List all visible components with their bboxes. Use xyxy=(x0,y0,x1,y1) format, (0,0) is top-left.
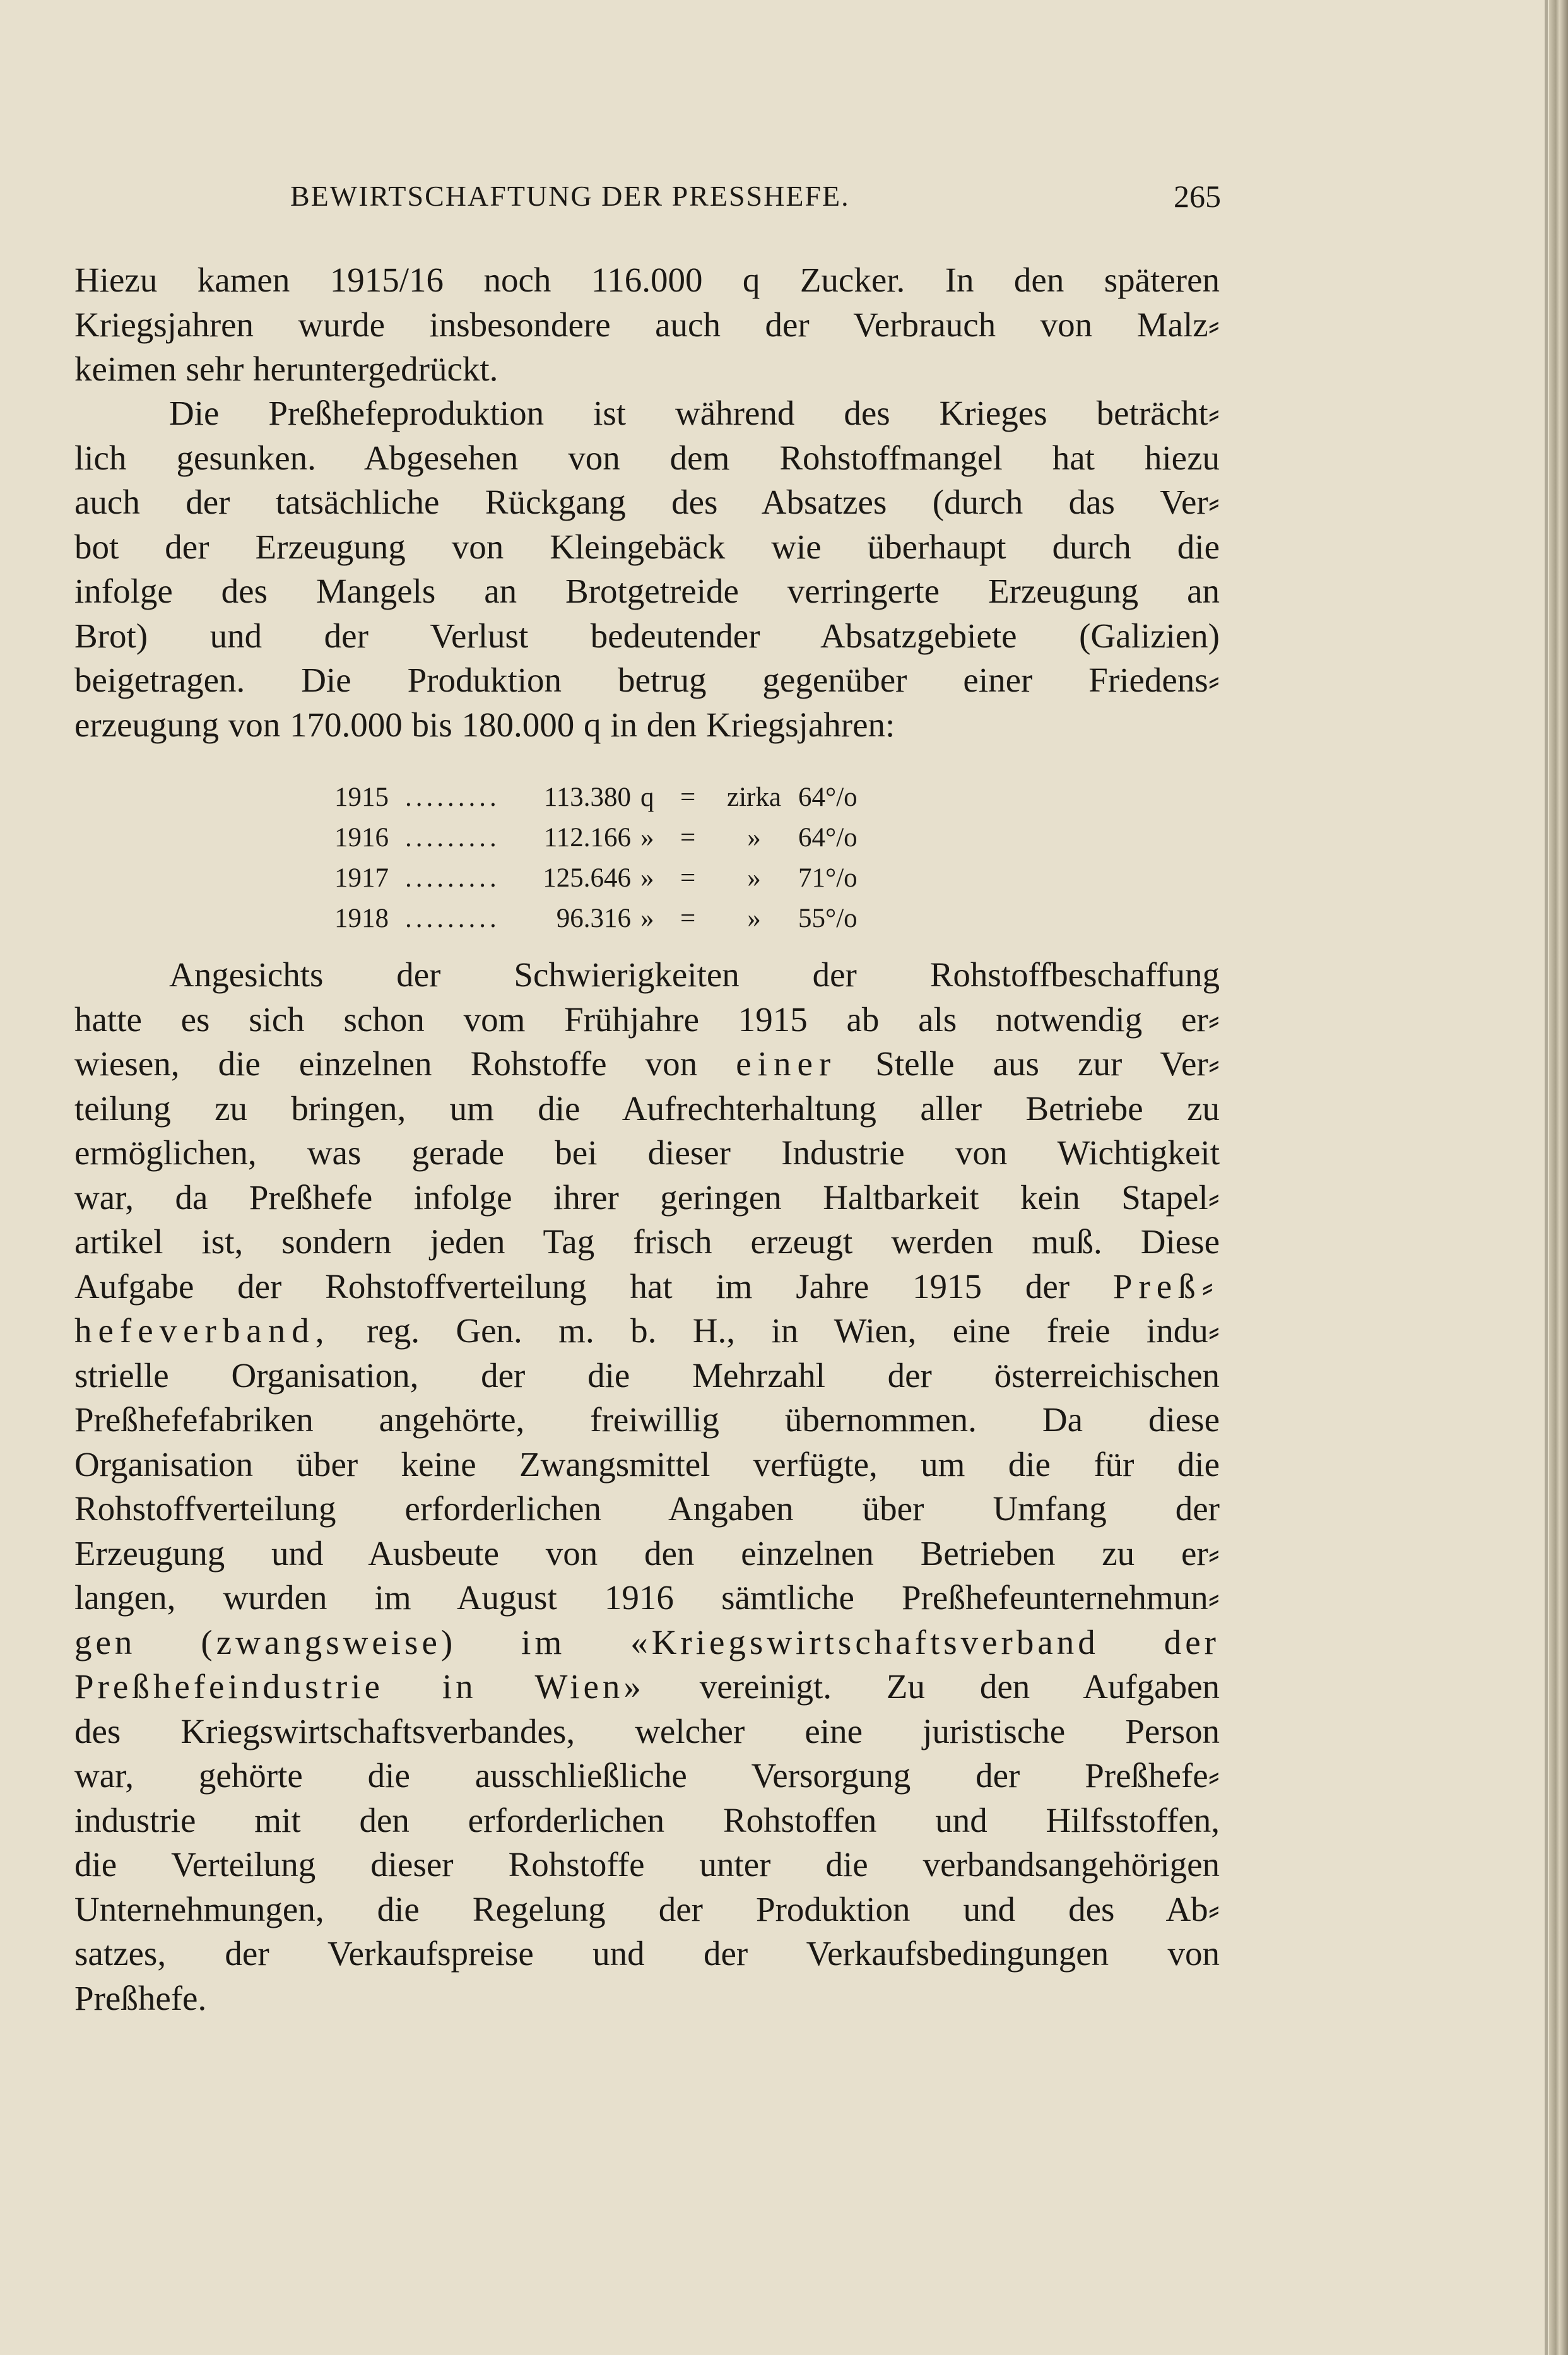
text-line: Erzeugung und Ausbeute von den einzelnen Betrieben zu er⸗ xyxy=(74,1533,1220,1573)
table-year: 1915 xyxy=(334,782,389,812)
table-unit: » xyxy=(640,904,654,933)
text-line: artikel ist, sondern jeden Tag frisch erzeugt werden muß. Diese xyxy=(74,1222,1220,1261)
book-edge xyxy=(1549,0,1568,2355)
text-line: keimen sehr heruntergedrückt. xyxy=(74,350,498,388)
text-line: strielle Organisation, der die Mehrzahl der österreichischen xyxy=(74,1355,1220,1395)
page-gutter-shadow xyxy=(1545,0,1548,2355)
equals-sign: = xyxy=(680,904,696,933)
paragraph-2 xyxy=(74,391,1220,747)
emphasis-text: einer xyxy=(736,1044,837,1083)
text-line: Rohstoffverteilung erforderlichen Angaben über Umfang der xyxy=(74,1489,1220,1528)
text-line: satzes, der Verkaufspreise und der Verkaufsbedingungen von xyxy=(74,1934,1220,1973)
text-line: langen, wurden im August 1916 sämtliche Preßhefeunternehmun⸗ xyxy=(74,1578,1220,1617)
leader-dots: ......... xyxy=(405,823,500,853)
text-line: Die Preßhefeproduktion ist während des Krieges beträcht⸗ xyxy=(169,394,1220,432)
table-year: 1918 xyxy=(334,904,389,933)
text-line: auch der tatsächliche Rückgang des Absatzes (durch das Ver⸗ xyxy=(74,483,1220,521)
equals-sign: = xyxy=(680,823,696,853)
table-row xyxy=(334,899,965,939)
text-line: bot der Erzeugung von Kleingebäck wie überhaupt durch die xyxy=(74,527,1220,566)
table-percent: 64°/o xyxy=(798,782,858,812)
text-line: war, gehörte die ausschließliche Versorgung der Preßhefe⸗ xyxy=(74,1756,1220,1795)
text-line: lich gesunken. Abgesehen von dem Rohstoffmangel hat hiezu xyxy=(74,438,1220,477)
equals-sign: = xyxy=(680,863,696,893)
emphasis-text: hefeverband, xyxy=(74,1311,331,1350)
table-unit: » xyxy=(640,863,654,893)
text-line: industrie mit den erforderlichen Rohstoffen und Hilfsstoffen, xyxy=(74,1800,1220,1839)
text-line: infolge des Mangels an Brotgetreide verringerte Erzeugung an xyxy=(74,572,1220,610)
table-amount: 113.380 xyxy=(543,782,631,812)
text-line: ermöglichen, was gerade bei dieser Industrie von Wichtigkeit xyxy=(74,1133,1220,1172)
paragraph-1 xyxy=(74,258,1220,392)
text-segment: reg. Gen. m. b. H., in Wien, eine freie indu⸗ xyxy=(366,1311,1220,1350)
text-line: teilung zu bringen, um die Aufrechterhaltung aller Betriebe zu xyxy=(74,1089,1220,1128)
paragraph-3 xyxy=(74,953,1220,2021)
table-qualifier: » xyxy=(747,863,761,893)
table-row xyxy=(334,818,965,858)
text-segment: Aufgabe der Rohstoffverteilung hat im Jahre 1915 der xyxy=(74,1266,1070,1306)
text-line xyxy=(74,1265,1220,1309)
text-segment: vereinigt. Zu den Aufgaben xyxy=(699,1667,1220,1706)
emphasis-text: Preß⸗ xyxy=(1112,1266,1220,1306)
table-row xyxy=(334,777,965,818)
running-header xyxy=(290,179,1221,217)
text-line: gen (zwangsweise) im «Kriegswirtschaftsverband der xyxy=(74,1622,1220,1661)
text-line: Kriegsjahren wurde insbesondere auch der Verbrauch von Malz⸗ xyxy=(74,305,1220,344)
text-line xyxy=(74,1042,1220,1087)
production-table xyxy=(334,777,965,939)
text-segment: Stelle aus zur Ver⸗ xyxy=(875,1044,1220,1083)
table-amount: 112.166 xyxy=(543,823,631,853)
table-percent: 71°/o xyxy=(798,863,858,893)
text-line: erzeugung von 170.000 bis 180.000 q in den Kriegsjahren: xyxy=(74,705,895,744)
text-line: Preßhefefabriken angehörte, freiwillig übernommen. Da diese xyxy=(74,1400,1220,1439)
text-line: Hiezu kamen 1915/16 noch 116.000 q Zucker. In den späteren xyxy=(74,261,1220,299)
table-year: 1916 xyxy=(334,823,389,853)
text-line: Brot) und der Verlust bedeutender Absatzgebiete (Galizien) xyxy=(74,616,1220,655)
table-qualifier: » xyxy=(747,823,761,853)
leader-dots: ......... xyxy=(405,782,500,812)
table-percent: 64°/o xyxy=(798,823,858,853)
emphasis-text: Preßhefeindustrie in Wien» xyxy=(74,1667,645,1706)
text-line: beigetragen. Die Produktion betrug gegenüber einer Friedens⸗ xyxy=(74,661,1220,699)
text-line: war, da Preßhefe infolge ihrer geringen Haltbarkeit kein Stapel⸗ xyxy=(74,1178,1220,1217)
leader-dots: ......... xyxy=(405,863,500,893)
equals-sign: = xyxy=(680,782,696,812)
text-line: die Verteilung dieser Rohstoffe unter die verbandsangehörigen xyxy=(74,1845,1220,1884)
table-row xyxy=(334,858,965,899)
text-line: Organisation über keine Zwangsmittel verfügte, um die für die xyxy=(74,1444,1220,1484)
table-qualifier: zirka xyxy=(727,782,781,812)
text-line: des Kriegswirtschaftsverbandes, welcher eine juristische Person xyxy=(74,1711,1220,1750)
running-title: BEWIRTSCHAFTUNG DER PRESSHEFE. xyxy=(290,180,850,212)
text-line: Unternehmungen, die Regelung der Produktion und des Ab⸗ xyxy=(74,1889,1220,1928)
table-unit: q xyxy=(640,782,654,812)
table-percent: 55°/o xyxy=(798,904,858,933)
text-segment: wiesen, die einzelnen Rohstoffe von xyxy=(74,1044,698,1083)
text-line xyxy=(74,1665,1220,1709)
leader-dots: ......... xyxy=(405,904,500,933)
text-line: Angesichts der Schwierigkeiten der Rohstoffbeschaffung xyxy=(169,955,1220,994)
text-line: Preßhefe. xyxy=(74,1978,207,2017)
table-amount: 96.316 xyxy=(556,904,631,933)
table-qualifier: » xyxy=(747,904,761,933)
table-unit: » xyxy=(640,823,654,853)
text-line xyxy=(74,1309,1220,1354)
table-amount: 125.646 xyxy=(543,863,631,893)
table-year: 1917 xyxy=(334,863,389,893)
page-number: 265 xyxy=(1174,179,1221,214)
text-line: hatte es sich schon vom Frühjahre 1915 ab als notwendig er⸗ xyxy=(74,1000,1220,1039)
